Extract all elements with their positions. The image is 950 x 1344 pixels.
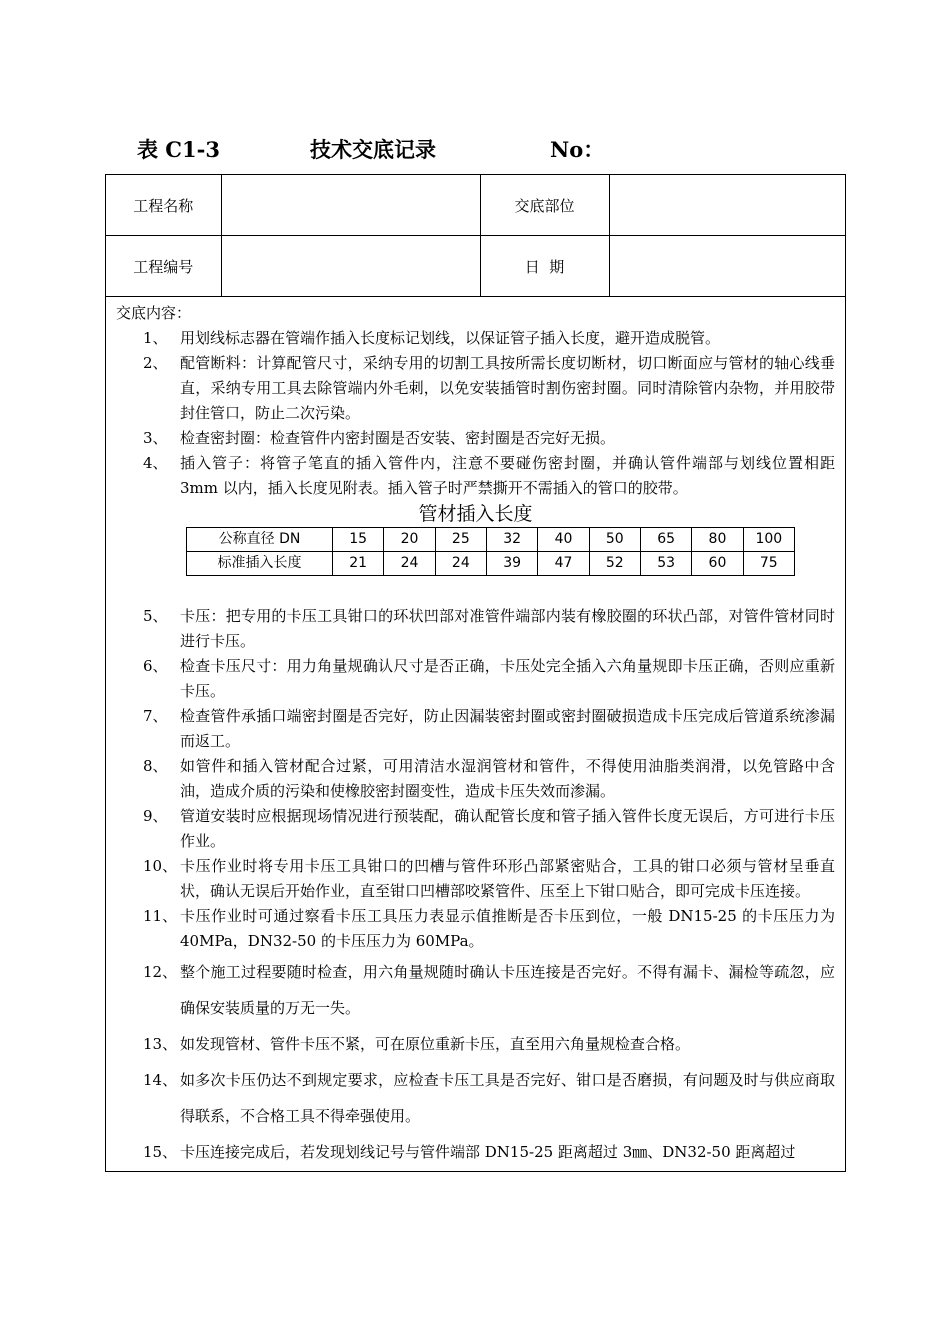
item-text: 卡压作业时可通过察看卡压工具压力表显示值推断是否卡压到位，一般 DN15-25 的卡压压力为 40MPa，DN32-50 的卡压压力为 60MPa。 bbox=[180, 907, 835, 950]
list-item bbox=[114, 804, 837, 854]
item-number: 11、 bbox=[143, 907, 178, 925]
table-cell: 24 bbox=[435, 552, 486, 576]
insertion-length-table bbox=[186, 527, 795, 576]
table-cell: 50 bbox=[589, 528, 640, 552]
table-cell: 75 bbox=[743, 552, 794, 576]
item-number: 12、 bbox=[143, 963, 178, 981]
title-row bbox=[0, 134, 950, 164]
length-row-label: 标准插入长度 bbox=[187, 552, 333, 576]
location-label: 交底部位 bbox=[480, 175, 609, 236]
content-label: 交底内容： bbox=[116, 304, 192, 322]
list-item bbox=[114, 426, 837, 451]
date-label: 日 期 bbox=[480, 236, 609, 297]
list-item bbox=[114, 351, 837, 426]
table-row bbox=[187, 552, 795, 576]
item-number: 9、 bbox=[143, 807, 168, 825]
item-number: 4、 bbox=[143, 454, 168, 472]
table-cell: 52 bbox=[589, 552, 640, 576]
item-number: 14、 bbox=[143, 1071, 178, 1089]
item-text: 检查卡压尺寸：用力角量规确认尺寸是否正确，卡压处完全插入六角量规即卡压正确，否则应重新卡压。 bbox=[180, 657, 835, 700]
list-item bbox=[114, 451, 837, 501]
table-row bbox=[187, 528, 795, 552]
item-number: 2、 bbox=[143, 354, 168, 372]
item-text: 如多次卡压仍达不到规定要求，应检查卡压工具是否完好、钳口是否磨损，有问题及时与供应商取得联系，不合格工具不得牵强使用。 bbox=[180, 1071, 835, 1125]
list-item bbox=[114, 904, 837, 954]
table-cell: 60 bbox=[692, 552, 743, 576]
list-item bbox=[114, 1134, 837, 1170]
item-number: 15、 bbox=[143, 1143, 178, 1161]
list-item bbox=[114, 704, 837, 754]
item-number: 7、 bbox=[143, 707, 168, 725]
spec-table-title: 管材插入长度 bbox=[418, 503, 533, 525]
list-item bbox=[114, 954, 837, 1026]
item-number: 10、 bbox=[143, 857, 178, 875]
table-cell: 53 bbox=[640, 552, 691, 576]
item-text: 卡压连接完成后，若发现划线记号与管件端部 DN15-25 距离超过 3㎜、DN32-50 距离超过 bbox=[180, 1143, 796, 1161]
item-text: 插入管子：将管子笔直的插入管件内，注意不要碰伤密封圈，并确认管件端部与划线位置相距 3mm 以内，插入长度见附表。插入管子时严禁撕开不需插入的管口的胶带。 bbox=[180, 454, 835, 497]
item-number: 3、 bbox=[143, 429, 168, 447]
item-text: 用划线标志器在管端作插入长度标记划线，以保证管子插入长度，避开造成脱管。 bbox=[180, 329, 721, 347]
item-text: 如发现管材、管件卡压不紧，可在原位重新卡压，直至用六角量规检查合格。 bbox=[180, 1035, 691, 1053]
item-text: 管道安装时应根据现场情况进行预装配，确认配管长度和管子插入管件长度无误后，方可进行卡压作业。 bbox=[180, 807, 835, 850]
list-item bbox=[114, 1026, 837, 1062]
project-name-field[interactable] bbox=[221, 175, 480, 236]
item-text: 检查密封圈：检查管件内密封圈是否安装、密封圈是否完好无损。 bbox=[180, 429, 616, 447]
info-table bbox=[106, 175, 845, 297]
table-cell: 24 bbox=[384, 552, 435, 576]
form-id: 表 C1-3 bbox=[137, 137, 220, 162]
location-field[interactable] bbox=[609, 175, 845, 236]
table-cell: 100 bbox=[743, 528, 794, 552]
table-cell: 39 bbox=[486, 552, 537, 576]
table-cell: 40 bbox=[538, 528, 589, 552]
item-text: 卡压：把专用的卡压工具钳口的环状凹部对准管件端部内装有橡胶圈的环状凸部，对管件管材同时进行卡压。 bbox=[180, 607, 835, 650]
project-no-label: 工程编号 bbox=[106, 236, 221, 297]
record-form bbox=[105, 174, 846, 1172]
table-cell: 20 bbox=[384, 528, 435, 552]
item-number: 8、 bbox=[143, 757, 168, 775]
item-text: 检查管件承插口端密封圈是否完好，防止因漏装密封圈或密封圈破损造成卡压完成后管道系统渗漏而返工。 bbox=[180, 707, 835, 750]
item-text: 如管件和插入管材配合过紧，可用清洁水湿润管材和管件，不得使用油脂类润滑，以免管路中含油，造成介质的污染和使橡胶密封圈变性，造成卡压失效而渗漏。 bbox=[180, 757, 835, 800]
list-item bbox=[114, 604, 837, 654]
item-text: 整个施工过程要随时检查，用六角量规随时确认卡压连接是否完好。不得有漏卡、漏检等疏忽，应确保安装质量的万无一失。 bbox=[180, 963, 835, 1017]
project-name-label: 工程名称 bbox=[106, 175, 221, 236]
table-cell: 80 bbox=[692, 528, 743, 552]
info-row-2 bbox=[106, 236, 845, 297]
table-cell: 15 bbox=[333, 528, 384, 552]
item-text: 卡压作业时将专用卡压工具钳口的凹槽与管件环形凸部紧密贴合，工具的钳口必须与管材呈垂直状，确认无误后开始作业，直至钳口凹槽部咬紧管件、压至上下钳口贴合，即可完成卡压连接。 bbox=[180, 857, 835, 900]
disclosure-content bbox=[106, 297, 845, 1170]
list-item bbox=[114, 854, 837, 904]
table-cell: 25 bbox=[435, 528, 486, 552]
date-field[interactable] bbox=[609, 236, 845, 297]
project-no-field[interactable] bbox=[221, 236, 480, 297]
table-cell: 32 bbox=[486, 528, 537, 552]
page-title: 技术交底记录 bbox=[310, 137, 436, 162]
dn-row-label: 公称直径 DN bbox=[187, 528, 333, 552]
table-cell: 47 bbox=[538, 552, 589, 576]
info-row-1 bbox=[106, 175, 845, 236]
spacer bbox=[114, 576, 837, 604]
item-number: 1、 bbox=[143, 329, 168, 347]
list-item bbox=[114, 1062, 837, 1134]
table-cell: 65 bbox=[640, 528, 691, 552]
list-item bbox=[114, 654, 837, 704]
form-number-label: No： bbox=[550, 137, 605, 162]
item-text: 配管断料：计算配管尺寸，采纳专用的切割工具按所需长度切断材，切口断面应与管材的轴心线垂直，采纳专用工具去除管端内外毛刺，以免安装插管时割伤密封圈。同时清除管内杂物，并用胶带封住管口，防止二次污染。 bbox=[180, 354, 835, 422]
item-number: 6、 bbox=[143, 657, 168, 675]
item-number: 5、 bbox=[143, 607, 168, 625]
list-item bbox=[114, 754, 837, 804]
table-cell: 21 bbox=[333, 552, 384, 576]
item-number: 13、 bbox=[143, 1035, 178, 1053]
list-item bbox=[114, 326, 837, 351]
